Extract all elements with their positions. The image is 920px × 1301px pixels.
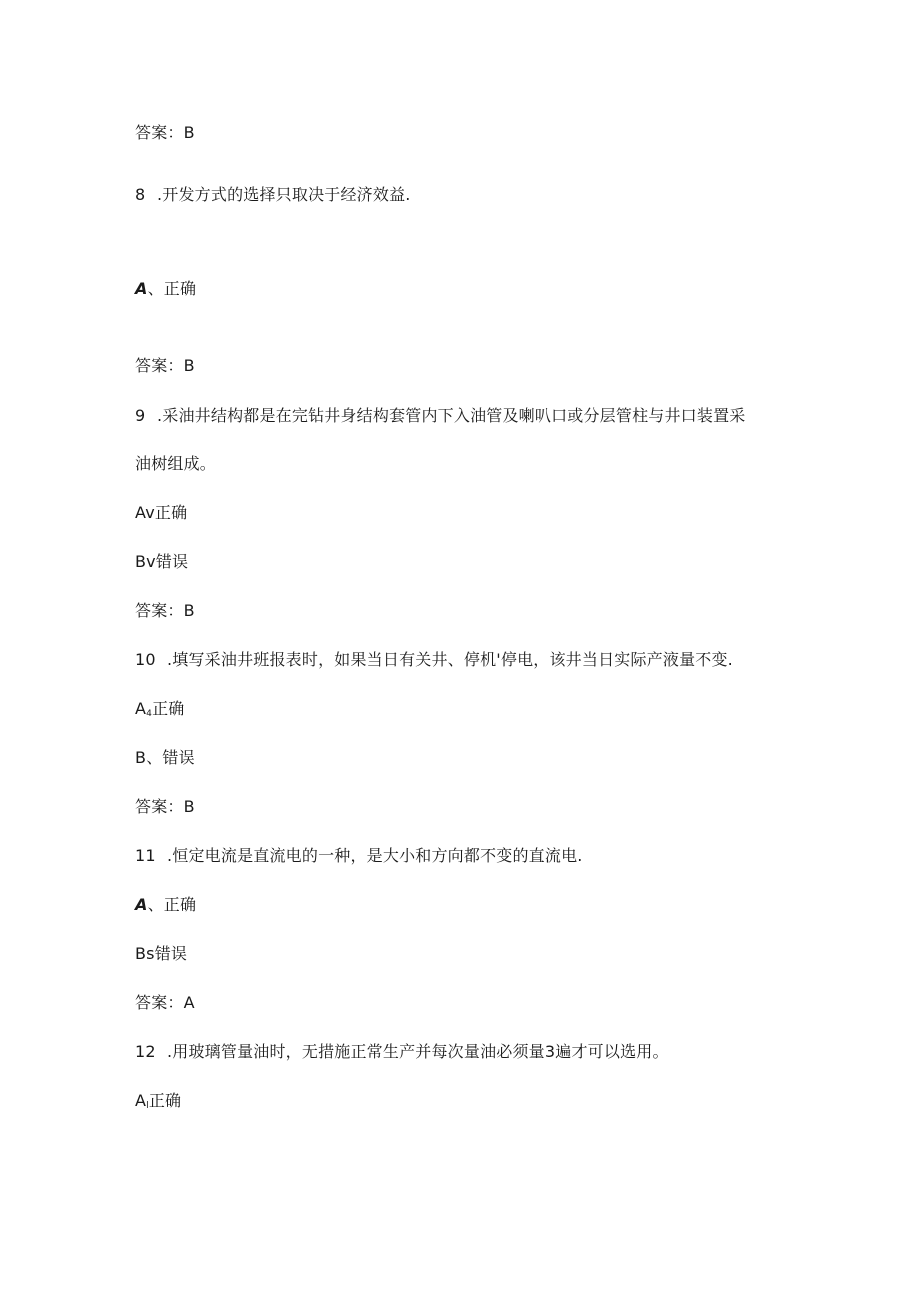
option-letter: A [135, 1091, 147, 1110]
question-number: 10 [135, 650, 156, 669]
option-letter: A [135, 895, 148, 914]
question-10 [135, 649, 733, 671]
question-text-continued: 油树组成。 [135, 454, 217, 473]
answer-line [135, 355, 195, 377]
question-number: 8 [135, 185, 146, 204]
option-label: 正确 [163, 895, 197, 914]
option-label: 正确 [148, 1091, 182, 1110]
answer-line [135, 122, 195, 144]
option-label: 错误 [154, 944, 188, 963]
option-separator: 、 [147, 895, 164, 914]
question-number: 9 [135, 406, 146, 425]
option-letter-subscript: l [146, 1101, 149, 1111]
option-letter: B [135, 748, 147, 767]
option-separator: 、 [147, 279, 164, 298]
option-line [135, 502, 187, 524]
option-label: 正确 [154, 503, 188, 522]
question-text: .采油井结构都是在完钻井身结构套管内下入油管及喇叭口或分层管柱与井口装置采 [157, 406, 746, 425]
option-letter: A [135, 699, 147, 718]
answer-text: 答案：A [135, 993, 195, 1012]
question-text: .用玻璃管量油时，无措施正常生产并每次量油必须量3遍才可以选用。 [167, 1042, 669, 1061]
question-continuation [135, 453, 216, 475]
option-label: 正确 [163, 279, 197, 298]
option-line [135, 698, 185, 725]
answer-text: 答案：B [135, 601, 195, 620]
answer-text: 答案：B [135, 123, 195, 142]
answer-text: 答案：B [135, 356, 195, 375]
question-9 [135, 405, 746, 427]
answer-line [135, 992, 195, 1014]
option-letter: A [135, 279, 148, 298]
answer-line [135, 600, 195, 622]
question-12 [135, 1041, 669, 1063]
option-line [135, 1090, 181, 1117]
option-letter: Bv [135, 552, 156, 571]
answer-text: 答案：B [135, 797, 195, 816]
option-line [135, 894, 196, 916]
option-letter: Bs [135, 944, 155, 963]
question-text: .开发方式的选择只取决于经济效益. [157, 185, 411, 204]
question-8 [135, 184, 411, 206]
option-label: 错误 [162, 748, 195, 767]
option-line [135, 551, 188, 573]
option-separator: 、 [146, 748, 163, 767]
question-11 [135, 845, 583, 867]
option-label: 正确 [152, 699, 185, 718]
answer-line [135, 796, 195, 818]
option-line [135, 278, 196, 300]
option-letter: Av [135, 503, 155, 522]
question-text: .恒定电流是直流电的一种，是大小和方向都不变的直流电. [167, 846, 583, 865]
option-label: 错误 [155, 552, 189, 571]
option-line [135, 943, 187, 965]
option-letter-subscript: 4 [146, 709, 153, 719]
question-number: 11 [135, 846, 156, 865]
question-number: 12 [135, 1042, 156, 1061]
option-line [135, 747, 195, 769]
question-text: .填写采油井班报表时，如果当日有关井、停机'停电，该井当日实际产液量不变. [167, 650, 733, 669]
